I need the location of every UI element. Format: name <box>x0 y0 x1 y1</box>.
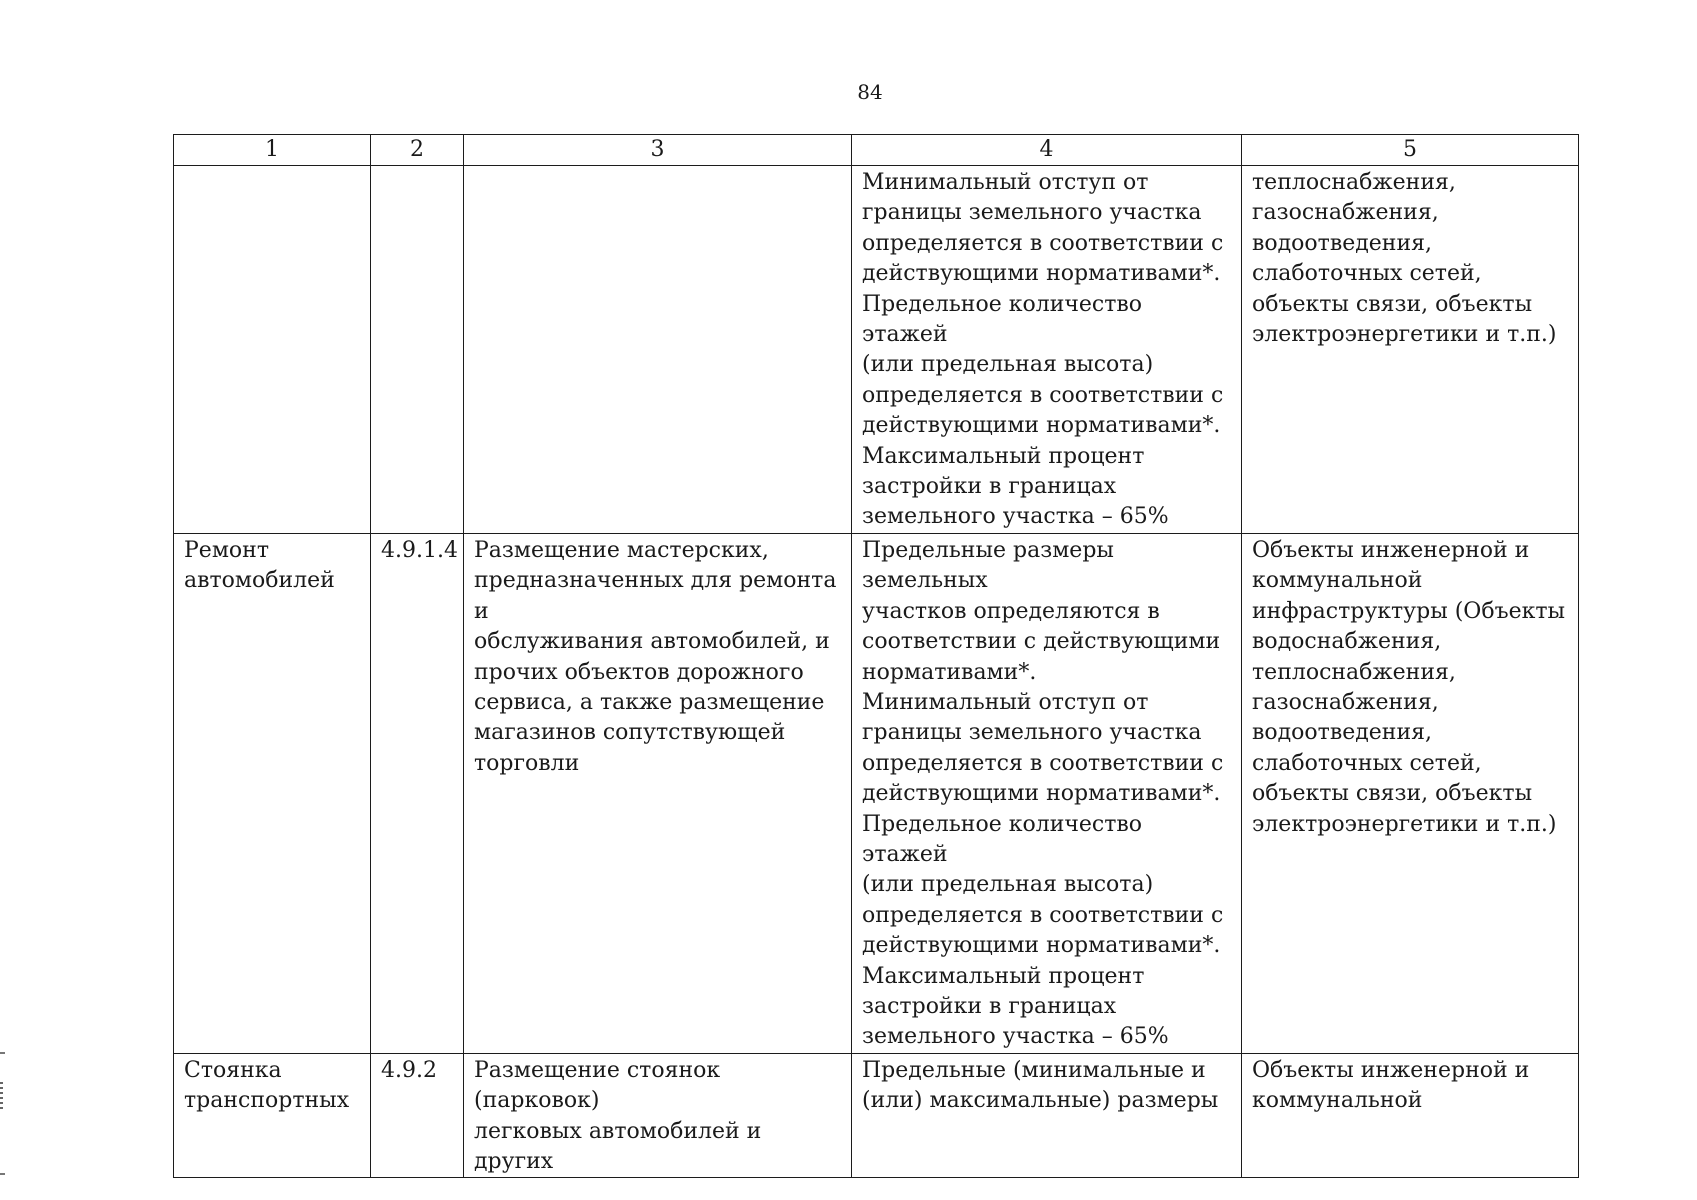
use-description-text: Размещение мастерских, предназначенных для ремонта и обслуживания автомобилей, и прочих объектов дорожного сервиса, а также размещение магазинов сопутствующей торговли <box>474 537 837 776</box>
scan-edge-mark <box>0 1052 5 1054</box>
table-row <box>174 1053 1579 1178</box>
use-code-cell <box>371 166 464 534</box>
column-number-1: 1 <box>174 135 371 166</box>
parameters-text: Предельные (минимальные и (или) максимальные) размеры <box>862 1057 1219 1114</box>
table-row <box>174 533 1579 1053</box>
use-type-cell <box>174 533 371 1053</box>
use-type-cell <box>174 166 371 534</box>
parameters-text: Минимальный отступ от границы земельного участка определяется в соответствии с действующими нормативами*. Предельное количество этажей (или предельная высота) определяется в соответствии с действующими нормативами*. Максимальный процент застройки в границах земельного участка – 65% <box>862 170 1224 530</box>
table-header-row <box>174 135 1579 166</box>
use-type-cell <box>174 1053 371 1178</box>
scan-edge-mark <box>0 1082 3 1112</box>
parameters-cell <box>852 1053 1242 1178</box>
auxiliary-uses-text: Объекты инженерной и коммунальной инфраструктуры (Объекты водоснабжения, теплоснабжения, газоснабжения, водоотведения, слаботочных сетей, объекты связи, объекты электроэнергетики и т.п.) <box>1252 537 1566 837</box>
use-code-text: 4.9.1.4 <box>381 537 458 563</box>
scan-edge-mark <box>0 1173 5 1175</box>
column-number-2: 2 <box>371 135 464 166</box>
table-row <box>174 166 1579 534</box>
use-code-cell <box>371 1053 464 1178</box>
use-code-cell <box>371 533 464 1053</box>
page-number: 84 <box>857 80 883 104</box>
use-type-text: Стоянка транспортных <box>184 1057 350 1114</box>
column-number-3: 3 <box>464 135 852 166</box>
parameters-cell <box>852 166 1242 534</box>
auxiliary-uses-cell <box>1242 1053 1579 1178</box>
regulations-table <box>173 134 1579 1178</box>
use-code-text: 4.9.2 <box>381 1057 437 1083</box>
use-description-text: Размещение стоянок (парковок) легковых автомобилей и других <box>474 1057 762 1174</box>
auxiliary-uses-cell <box>1242 533 1579 1053</box>
auxiliary-uses-text: теплоснабжения, газоснабжения, водоотведения, слаботочных сетей, объекты связи, объекты электроэнергетики и т.п.) <box>1252 170 1557 348</box>
auxiliary-uses-cell <box>1242 166 1579 534</box>
auxiliary-uses-text: Объекты инженерной и коммунальной <box>1252 1057 1530 1114</box>
column-number-4: 4 <box>852 135 1242 166</box>
use-type-text: Ремонт автомобилей <box>184 537 335 594</box>
use-description-cell <box>464 166 852 534</box>
use-description-cell <box>464 1053 852 1178</box>
parameters-text: Предельные размеры земельных участков определяются в соответствии с действующими нормативами*. Минимальный отступ от границы земельного участка определяется в соответствии с действующими нормативами*. Предельное количество этажей (или предельная высота) определяется в соответствии с действующими нормативами*. Максимальный процент застройки в границах земельного участка – 65% <box>862 537 1224 1050</box>
parameters-cell <box>852 533 1242 1053</box>
use-description-cell <box>464 533 852 1053</box>
column-number-5: 5 <box>1242 135 1579 166</box>
